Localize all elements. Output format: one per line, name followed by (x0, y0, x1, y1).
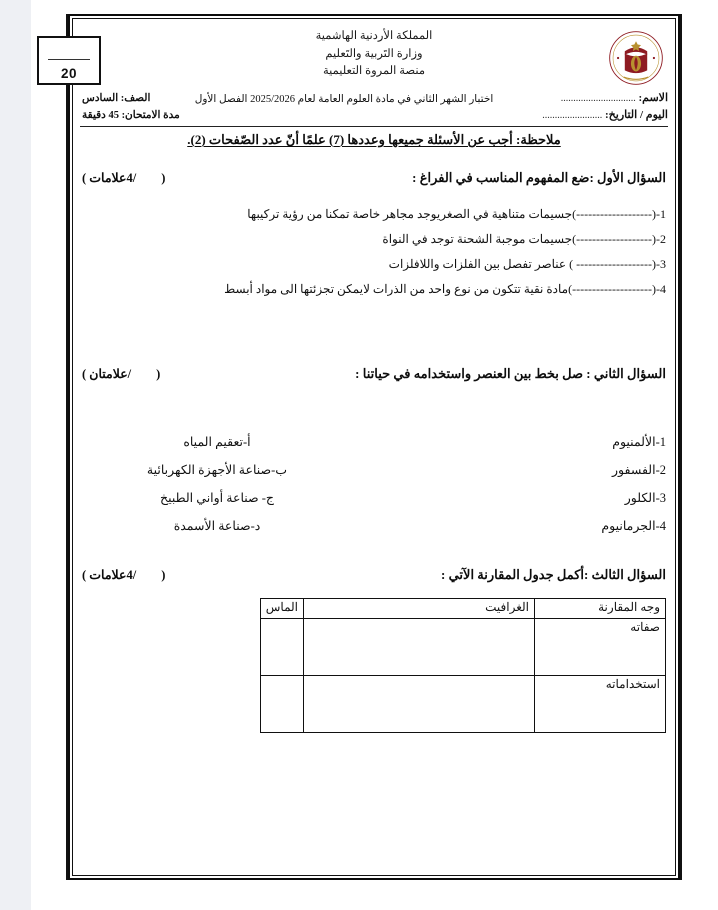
question-2-matching-list (82, 428, 666, 540)
matching-element: 2-الفسفور (612, 463, 666, 477)
matching-row[interactable] (82, 512, 666, 540)
matching-element: 1-الألمنيوم (612, 435, 666, 449)
student-name-field[interactable] (498, 90, 668, 107)
matching-gap (352, 428, 546, 456)
matching-row[interactable] (82, 484, 666, 512)
header-divider (80, 126, 668, 127)
question-1-item: 2-(-------------------)جسيمات موجبة الشحنة توجد في النواة (382, 232, 666, 246)
question-1-marks: ( /4علامات ) (82, 171, 166, 185)
sheet-inner (60, 22, 670, 872)
matching-element: 3-الكلور (624, 491, 666, 505)
matching-use: أ-تعقيم المياه (183, 435, 251, 449)
matching-gap (352, 456, 546, 484)
question-1-items (82, 202, 666, 302)
comparison-table (260, 598, 666, 733)
matching-element: 4-الجرمانيوم (601, 519, 666, 533)
matching-gap (352, 484, 546, 512)
document-header (60, 22, 670, 126)
exam-sheet (60, 14, 680, 880)
table-header-cell: الماس (260, 599, 303, 619)
matching-use: ج- صناعة أواني الطبيخ (160, 491, 274, 505)
student-info-fields (498, 90, 668, 124)
matching-use: د-صناعة الأسمدة (173, 519, 261, 533)
exam-date-blank: ........................ (542, 110, 603, 121)
matching-row[interactable] (82, 456, 666, 484)
table-answer-cell[interactable] (304, 676, 535, 733)
question-1-item: 1-(-------------------)جسيمات متناهية في الصغريوجد مجاهر خاصة تمكنا من رؤية تركيبها (247, 207, 666, 221)
question-1-header (82, 170, 666, 186)
exam-date-field[interactable] (498, 107, 668, 124)
table-header-row (260, 599, 665, 619)
question-3-header (82, 567, 666, 583)
question-1-item: 4-(--------------------)مادة نقية تتكون من نوع واحد من الذرات لايمكن تجزئتها الى مواد أبسط (224, 282, 666, 296)
matching-row[interactable] (82, 428, 666, 456)
ministry-line-1: المملكة الأردنية الهاشمية (315, 30, 433, 42)
matching-use: ب-صناعة الأجهزة الكهربائية (146, 463, 288, 477)
question-2-header (82, 366, 666, 382)
question-2-marks: ( /علامتان ) (82, 367, 161, 381)
matching-gap (352, 512, 546, 540)
duration-label: مدة الامتحان: 45 دقيقة (82, 110, 180, 121)
table-header-cell: وجه المقارنة (535, 599, 666, 619)
question-3-title: السؤال الثالث :أكمل جدول المقارنة الآتي : (441, 567, 666, 582)
question-1-title: السؤال الأول :ضع المفهوم المناسب في الفراغ : (412, 170, 666, 185)
question-3-marks: ( /4علامات ) (82, 568, 166, 582)
ministry-heading (78, 28, 670, 81)
student-name-label: الاسم: (638, 92, 668, 104)
question-2-title: السؤال الثاني : صل بخط بين العنصر واستخدامه في حياتنا : (355, 366, 666, 381)
ministry-line-2: وزارة التَربية والتَعليم (325, 47, 423, 60)
question-1-item: 3-(------------------- ) عناصر تفصل بين الفلزات واللافلزات (388, 257, 666, 271)
table-answer-cell[interactable] (260, 619, 303, 676)
table-answer-cell[interactable] (304, 619, 535, 676)
page-background (31, 0, 718, 910)
exam-meta (82, 90, 232, 124)
exam-date-label: اليوم / التاريخ: (605, 109, 668, 121)
table-row-label: استخداماته (535, 676, 666, 733)
jordan-coat-of-arms-icon (608, 30, 664, 86)
table-answer-cell[interactable] (260, 676, 303, 733)
exam-title: اختبار الشهر الثاني في مادة العلوم العامة لعام 2025/2026 الفصل الأول (194, 94, 494, 105)
student-name-blank: .............................. (560, 93, 636, 104)
exam-note: ملاحظة: أجب عن الأسئلة جميعها وعددها (7) علمًا أنّ عدد الصّفحات (2). (187, 132, 561, 147)
score-total: 20 (60, 66, 78, 81)
table-header-cell: الغرافيت (304, 599, 535, 619)
grade-label: الصف: السادس (82, 93, 151, 104)
table-row (260, 619, 665, 676)
table-row-label: صفاته (535, 619, 666, 676)
table-row (260, 676, 665, 733)
ministry-line-3: منصة المروة التعليمية (322, 65, 426, 77)
